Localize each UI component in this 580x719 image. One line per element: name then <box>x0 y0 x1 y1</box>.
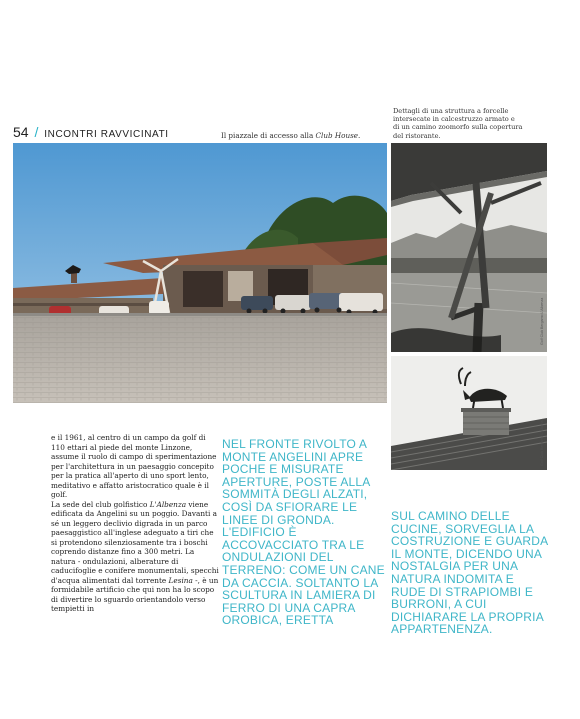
body-paragraph-1: e il 1961, al centro di un campo da golf di 110 ettari al piede del monte Linzone, assume il ruolo di campo di sperimentazione per l'architettura in un paesaggio concepito per la pratica all'aperto di uno sport lento, meditativo e affatto aristocratico quale è il golf. <box>51 433 217 499</box>
main-photo-caption: Il piazzale di accesso alla Club House. <box>221 131 361 140</box>
section-title: INCONTRI RAVVICINATI <box>44 129 169 140</box>
pull-quote-left: NEL FRONTE RIVOLTO A MONTE ANGELINI APRE POCHE E MISURATE APERTURE, POSTE ALLA SOMMITÀ DEGLI ALZATI, COSÌ DA SFIORARE LE LINEE DI GRONDA. L'EDIFICIO È ACCOVACCIATO TRA LE ONDULAZIONI DEL TERRENO: COME UN CANE DA CACCIA. SOLTANTO LA SCULTURA IN LAMIERA DI FERRO DI UNA CAPRA OROBICA, ERETTA <box>222 437 385 628</box>
fork-structure-photo <box>391 143 547 352</box>
article-body <box>51 433 219 614</box>
photo-credit-top: Golf Club Bergamo L'Albenza <box>540 297 544 345</box>
right-photos-caption: Dettagli di una struttura a forcelle intersecate in calcestruzzo armato e di un camino zoomorfo sulla copertura del ristorante. <box>393 107 523 140</box>
photo-credit-bottom: Golf Club Bergamo L'Albenza <box>540 418 544 466</box>
goat-chimney-photo <box>391 356 547 470</box>
clubhouse-courtyard-photo <box>13 143 387 403</box>
page-number: 54 <box>13 124 29 140</box>
page-header <box>13 124 169 140</box>
header-separator: / <box>34 124 39 140</box>
body-paragraph-2: La sede del club golfistico L'Albenza viene edificata da Angelini su un poggio. Davanti a sé un leggero declivio digrada in un parco paesaggistico all'inglese adeguato a tiri che si protendono silenziosamente tra i boschi coprendo distanze fino a 300 metri. La natura - ondulazioni, alberature di caducifoglie e conifere monumentali, specchi d'acqua alimentati dal torrente Lesina -, è un formidabile artificio che qui non ha lo scopo di divertire lo sguardo orientandolo verso tempietti in <box>51 499 219 613</box>
pull-quote-right: SUL CAMINO DELLE CUCINE, SORVEGLIA LA COSTRUZIONE E GUARDA IL MONTE, DICENDO UNA NOSTALGIA PER UNA NATURA INDOMITA E RUDE DI STRAPIOMBI E BURRONI, A CUI DICHIARARE LA PROPRIA APPARTENENZA. <box>391 509 548 637</box>
